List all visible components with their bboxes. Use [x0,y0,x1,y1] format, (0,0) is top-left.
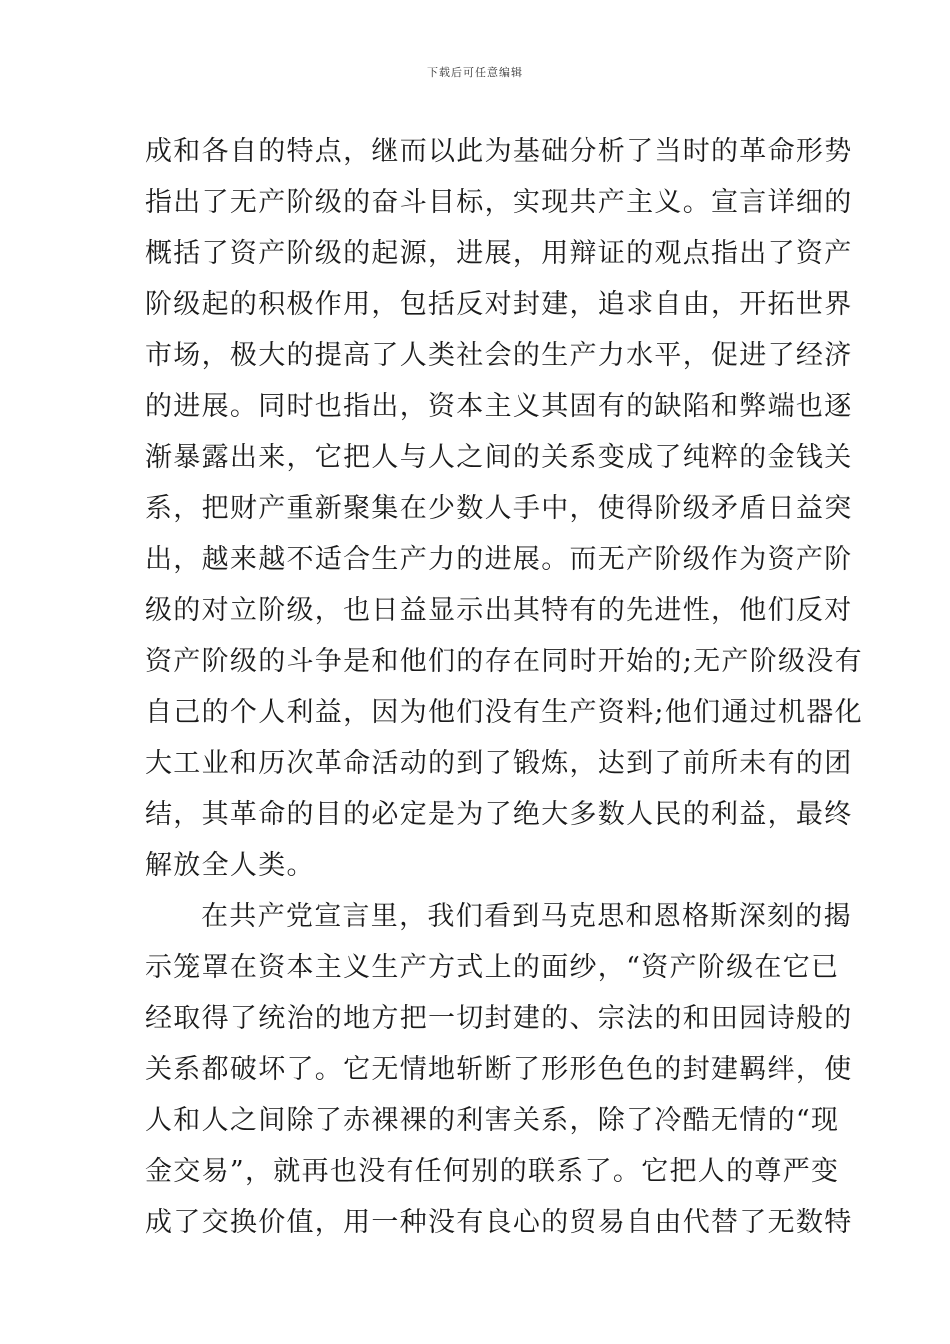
text-line: 大工业和历次革命活动的到了锻炼，达到了前所未有的团 [145,748,853,779]
text-line: 阶级起的积极作用，包括反对封建，追求自由，开拓世界 [145,289,853,320]
text-line: 解放全人类。 [145,850,315,881]
page-header: 下载后可任意编辑 [427,66,523,79]
text-line: 示笼罩在资本主义生产方式上的面纱，“资产阶级在它已 [145,952,840,983]
text-line: 人和人之间除了赤裸裸的利害关系，除了冷酷无情的“现 [145,1105,840,1136]
text-line: 级的对立阶级，也日益显示出其特有的先进性，他们反对 [145,595,853,626]
text-line: 的进展。同时也指出，资本主义其固有的缺陷和弊端也逐 [145,391,853,422]
text-line: 结，其革命的目的必定是为了绝大多数人民的利益，最终 [145,799,853,830]
text-line: 自己的个人利益，因为他们没有生产资料;他们通过机器化 [145,697,863,728]
text-line: 概括了资产阶级的起源，进展，用辩证的观点指出了资产 [145,238,853,269]
body-text [145,126,863,1248]
text-line: 成了交换价值，用一种没有良心的贸易自由代替了无数特 [145,1207,853,1238]
paragraph-1 [145,126,863,891]
paragraph-2 [145,891,853,1248]
text-line: 指出了无产阶级的奋斗目标，实现共产主义。宣言详细的 [145,187,853,218]
text-line: 在共产党宣言里，我们看到马克思和恩格斯深刻的揭 [201,901,852,932]
text-line: 成和各自的特点，继而以此为基础分析了当时的革命形势 [145,136,853,167]
text-line: 经取得了统治的地方把一切封建的、宗法的和田园诗般的 [145,1003,853,1034]
text-line: 出，越来越不适合生产力的进展。而无产阶级作为资产阶 [145,544,853,575]
text-line: 市场，极大的提高了人类社会的生产力水平，促进了经济 [145,340,853,371]
text-line: 金交易”，就再也没有任何别的联系了。它把人的尊严变 [145,1156,840,1187]
text-line: 渐暴露出来，它把人与人之间的关系变成了纯粹的金钱关 [145,442,853,473]
text-line: 关系都破坏了。它无情地斩断了形形色色的封建羁绊，使 [145,1054,853,1085]
text-line: 系，把财产重新聚集在少数人手中，使得阶级矛盾日益突 [145,493,853,524]
text-line: 资产阶级的斗争是和他们的存在同时开始的;无产阶级没有 [145,646,863,677]
